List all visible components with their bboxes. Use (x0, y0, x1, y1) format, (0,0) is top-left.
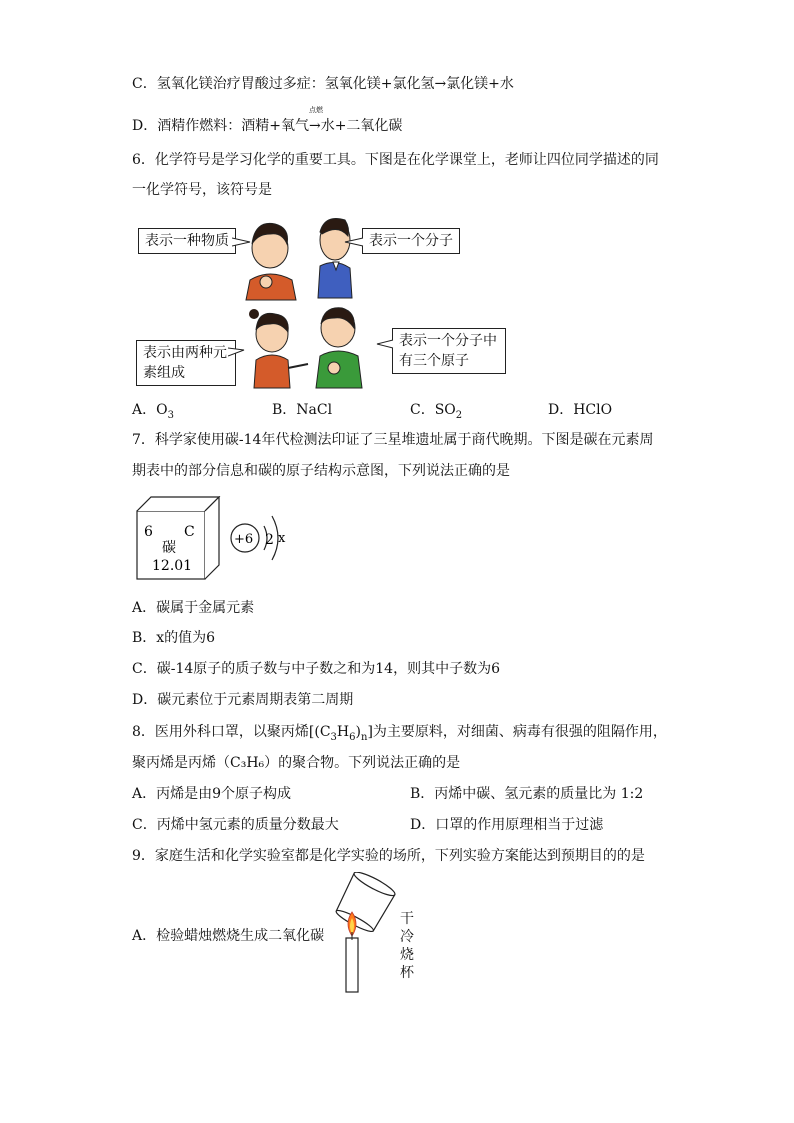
speech-bubble-4: 表示一个分子中有三个原子 (392, 328, 506, 374)
speech-bubble-1-tail (232, 236, 252, 250)
q8-option-c: C．丙烯中氢元素的质量分数最大 (132, 817, 339, 833)
q5-option-d (132, 106, 403, 136)
q8-stem-1a: 8．医用外科口罩，以聚丙烯[(C (132, 724, 331, 740)
q6-option-c-text: C．SO (410, 402, 456, 418)
q5-option-d-label: D．酒精作燃料： (132, 118, 242, 134)
speech-bubble-1: 表示一种物质 (138, 228, 236, 254)
q5-option-c-label: C．氢氧化镁治疗胃酸过多症： (132, 76, 325, 92)
q5-option-d-left: 酒精+氧气 (241, 118, 309, 134)
q6-stem-1: 6．化学符号是学习化学的重要工具。下图是在化学课堂上，老师让四位同学描述的同 (132, 152, 659, 168)
q9-stem: 9．家庭生活和化学实验室都是化学实验的场所，下列实验方案能达到预期目的的是 (132, 848, 645, 864)
q8-stem-1e: ) (355, 724, 361, 740)
periodic-cell (136, 496, 226, 582)
beaker-label-char-4: 杯 (400, 965, 414, 981)
inverted-beaker (333, 872, 398, 935)
q6-option-b: B．NaCl (272, 402, 333, 418)
q7-option-c: C．碳-14原子的质子数与中子数之和为14，则其中子数为6 (132, 661, 500, 677)
q8-option-d: D．口罩的作用原理相当于过滤 (410, 817, 604, 833)
speech-bubble-2-tail (344, 236, 364, 250)
q6-option-a-text: A．O (132, 402, 168, 418)
q5-option-d-right: 水+二氧化碳 (320, 118, 403, 134)
speech-bubble-3: 表示由两种元素组成 (136, 340, 236, 386)
periodic-cell-symbol: C (184, 524, 195, 540)
q7-stem-2: 期表中的部分信息和碳的原子结构示意图，下列说法正确的是 (132, 463, 510, 479)
q5-option-d-condition: 点燃 (308, 106, 323, 114)
q9-option-a: A．检验蜡烛燃烧生成二氧化碳 (132, 928, 325, 944)
q8-stem-1 (132, 722, 667, 748)
beaker-label (400, 910, 416, 982)
q6-option-d: D．HClO (548, 402, 613, 418)
q8-stem-1d: 6 (349, 731, 356, 743)
q7-option-a: A．碳属于金属元素 (132, 600, 255, 616)
q5-option-d-arrow: → (308, 118, 321, 134)
student-4-figure (316, 308, 362, 388)
speech-bubble-4-tail (376, 338, 394, 352)
shell-1-electrons: 2 (265, 532, 274, 548)
speech-bubble-2: 表示一个分子 (362, 228, 460, 254)
q5-option-c-equation: 氢氧化镁+氯化氢→氯化镁+水 (324, 76, 514, 92)
student-2-figure (318, 219, 352, 299)
q8-stem-2: 聚丙烯是丙烯（C₃H₆）的聚合物。下列说法正确的是 (132, 755, 461, 771)
beaker-label-char-2: 冷 (400, 929, 414, 945)
student-1-figure (246, 223, 296, 300)
q6-option-a-sub: 3 (167, 409, 174, 421)
q7-stem-1: 7．科学家使用碳-14年代检测法印证了三星堆遗址属于商代晚期。下图是碳在元素周 (132, 432, 654, 448)
q8-stem-1b: 3 (330, 731, 337, 743)
atom-structure-diagram (228, 510, 298, 570)
q6-options (0, 400, 794, 420)
beaker-candle-figure (330, 872, 400, 996)
q8-option-b: B．丙烯中碳、氢元素的质量比为 1:2 (410, 786, 644, 802)
q6-option-c (410, 400, 462, 426)
nucleus-charge: +6 (234, 532, 254, 547)
q7-option-d: D．碳元素位于元素周期表第二周期 (132, 692, 354, 708)
periodic-cell-mass: 12.01 (152, 558, 193, 574)
q8-stem-1g: ]为主要原料，对细菌、病毒有很强的阻隔作用， (367, 724, 667, 740)
periodic-cell-number: 6 (144, 524, 153, 540)
beaker-label-char-3: 烧 (400, 947, 414, 963)
shell-2-electrons: x (278, 531, 286, 546)
q8-stem-1c: H (336, 724, 350, 740)
q6-option-c-sub: 2 (455, 409, 463, 421)
q8-stem-1f: n (360, 731, 368, 743)
beaker-label-char-1: 干 (400, 911, 414, 927)
q6-stem-2: 一化学符号，该符号是 (132, 182, 272, 198)
periodic-cell-name: 碳 (162, 540, 176, 556)
student-3-figure (249, 309, 308, 388)
q7-option-b: B．x的值为6 (132, 630, 216, 646)
q5-option-d-arrow-wrap (308, 106, 323, 136)
speech-bubble-3-tail (228, 346, 246, 360)
q6-option-a (132, 400, 174, 426)
q5-option-c (132, 74, 514, 94)
q8-option-a: A．丙烯是由9个原子构成 (132, 786, 292, 802)
candle-body (346, 938, 358, 992)
